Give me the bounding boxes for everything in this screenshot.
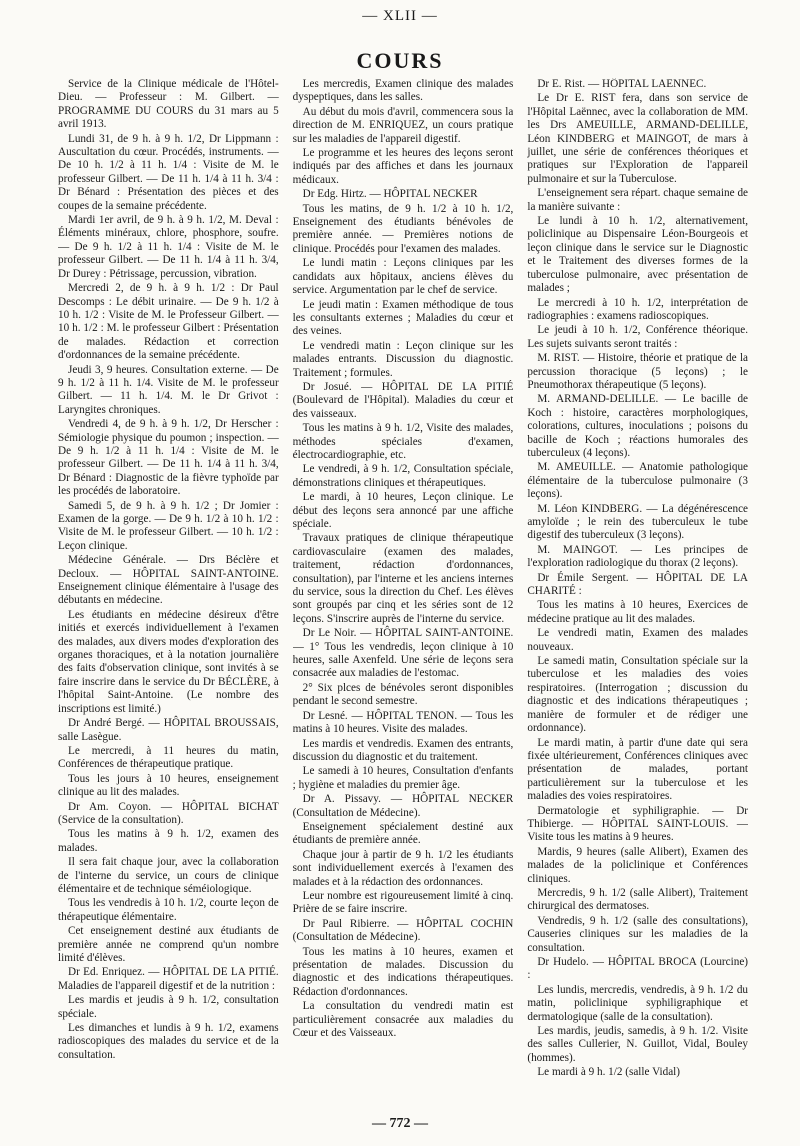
paragraph: M. ARMAND-DELILLE. — Le bacille de Koch : histoire, caractères morphologiques, colorations, cultures, inoculations ; poisons du bacille de Koch ; réactions humorales des tuberculeux (4 leçons). (527, 393, 749, 459)
paragraph: La consultation du vendredi matin est particulièrement consacrée aux maladies du Cœur et des Vaisseaux. (292, 1000, 514, 1040)
paragraph: Le mercredi à 10 h. 1/2, interprétation de radiographies : examens radioscopiques. (527, 296, 749, 322)
page-number: — 772 — (372, 1116, 428, 1131)
paragraph: Le vendredi matin : Leçon clinique sur les malades entrants. Discussion du diagnostic. Traitement ; formules. (292, 339, 514, 379)
paragraph: Travaux pratiques de clinique thérapeutique cardiovasculaire (examen des malades, traitement, rédaction d'ordonnances, consultation), par l'interne et les anciens internes du service, sous la direction du Chef. Les élèves sont groupés par cinq et les séries sont de 12 leçons. S'inscrire auprès de l'interne du service. (292, 532, 514, 625)
paragraph: M. RIST. — Histoire, théorie et pratique de la percussion thoracique (5 leçons) ; le Pneumothorax thérapeutique (5 leçons). (527, 352, 749, 391)
paragraph: Vendredi 4, de 9 h. à 9 h. 1/2, Dr Herscher : Sémiologie physique du poumon ; inspection. — De 9 h. 1/2 à 11 h. 1/4 : Visite de M. le professeur Gilbert. — De 11 h. 1/4 à 11 h. 3/4, Dr Bénard : Diagnostic de la fièvre typhoïde par les procédés de laboratoire. (58, 418, 279, 498)
paragraph: Le programme et les heures des leçons seront indiqués par des affiches et dans les journaux médicaux. (292, 147, 514, 186)
column-1 (58, 78, 279, 1108)
paragraph: Le vendredi matin, Examen des malades nouveaux. (527, 627, 749, 653)
paragraph: Le mardi à 9 h. 1/2 (salle Vidal) (537, 1066, 680, 1079)
paragraph: Le samedi à 10 heures, Consultation d'enfants ; hygiène et maladies du premier âge. (292, 765, 514, 791)
paragraph: Le mardi, à 10 heures, Leçon clinique. Le début des leçons sera annoncé par une affiche spéciale. (292, 491, 514, 530)
paragraph: Dr A. Pissavy. — HÔPITAL NECKER (Consultation de Médecine). (292, 793, 514, 819)
paragraph: Dermatologie et syphiligraphie. — Dr Thibierge. — HÔPITAL SAINT-LOUIS. — Visite tous les matins à 9 heures. (527, 804, 749, 844)
paragraph: Tous les matins à 9 h. 1/2, Visite des malades, méthodes spéciales d'examen, électrocardiographie, etc. (292, 422, 514, 461)
paragraph: Tous les matins à 10 heures, examen et présentation de malades. Discussion du diagnostic et des indications thérapeutiques. Rédaction d'ordonnances. (292, 945, 514, 998)
paragraph: Le jeudi matin : Examen méthodique de tous les consultants externes ; Maladies du cœur et des veines. (292, 298, 514, 338)
paragraph: Les lundis, mercredis, vendredis, à 9 h. 1/2 du matin, policlinique syphiligraphique et dermatologique (salle de la consultation). (527, 983, 749, 1023)
paragraph: Mercredis, 9 h. 1/2 (salle Alibert), Traitement chirurgical des dermatoses. (527, 886, 749, 913)
paragraph: Médecine Générale. — Drs Béclère et Decloux. — HÔPITAL SAINT-ANTOINE. Enseignement clinique élémentaire à l'usage des débutants en médecine. (58, 554, 279, 607)
paragraph: Dr Josué. — HÔPITAL DE LA PITIÉ (Boulevard de l'Hôpital). Maladies du cœur et des vaisseaux. (292, 380, 514, 420)
paragraph: Leur nombre est rigoureusement limité à cinq. Prière de se faire inscrire. (292, 889, 514, 916)
paragraph: M. AMEUILLE. — Anatomie pathologique élémentaire de la tuberculose pulmonaire (3 leçons). (527, 461, 749, 501)
paragraph: Tous les vendredis à 10 h. 1/2, courte leçon de thérapeutique élémentaire. (58, 897, 279, 923)
paragraph: M. Léon KINDBERG. — La dégénérescence amyloïde ; le rein des tuberculeux le tube digestif des tuberculeux (3 leçons). (527, 502, 749, 542)
paragraph: Mardis, 9 heures (salle Alibert), Examen des malades de la policlinique et Conférences cliniques. (527, 845, 749, 885)
paragraph: Les mercredis, Examen clinique des malades dyspeptiques, dans les salles. (292, 78, 514, 104)
paragraph: 2° Six plces de bénévoles seront disponibles pendant le second semestre. (292, 681, 514, 708)
paragraph: Dr Ed. Enriquez. — HÔPITAL DE LA PITIÉ. Maladies de l'appareil digestif et de la nutrition : (58, 966, 279, 992)
paragraph: Le lundi matin : Leçons cliniques par les candidats aux hôpitaux, anciens élèves du service. Argumentation par le chef de service. (292, 257, 514, 297)
paragraph: Tous les matins à 10 heures, Exercices de médecine pratique au lit des malades. (527, 599, 749, 625)
paragraph: Dr Edg. Hirtz. — HÔPITAL NECKER (302, 188, 478, 201)
paragraph: Chaque jour à partir de 9 h. 1/2 les étudiants sont individuellement exercés à l'examen des malades et à la rédaction des ordonnances. (292, 848, 514, 888)
page-header: — XLII — (362, 8, 438, 24)
paragraph: Le samedi matin, Consultation spéciale sur la tuberculose et les maladies des voies respiratoires. (Interrogation ; discussion du diagnostic et des indications thérapeutiques ; manière de formuler et de rédiger une ordonnance). (527, 655, 749, 735)
paragraph: Cet enseignement destiné aux étudiants de première année ne comprend qu'un nombre limité d'élèves. (58, 925, 279, 964)
paragraph: Tous les matins, de 9 h. 1/2 à 10 h. 1/2, Enseignement des étudiants bénévoles de première année. — Premières notions de clinique. Procédés pour l'examen des malades. (292, 202, 514, 255)
paragraph: Tous les jours à 10 heures, enseignement clinique au lit des malades. (58, 772, 279, 799)
paragraph: Les mardis et vendredis. Examen des entrants, discussion du diagnostic et du traitement. (292, 737, 514, 763)
paragraph: Dr Émile Sergent. — HÔPITAL DE LA CHARITÉ : (527, 571, 749, 598)
paragraph: Mercredi 2, de 9 h. à 9 h. 1/2 : Dr Paul Descomps : Le débit urinaire. — De 9 h. 1/2 à 10 h. 1/2 : Visite de M. le Professeur Gilbert. — 10 h. 1/2 : M. le professeur Gilbert : Présentation de malades. Rédaction et correction d'ordonnances de la semaine précédente. (58, 282, 279, 362)
columns-container (58, 78, 748, 1108)
paragraph: Le lundi à 10 h. 1/2, alternativement, policlinique au Dispensaire Léon-Bourgeois et leçon clinique dans le service sur le Diagnostic et le Traitement des diverses formes de la tuberculose pulmonaire, avec présentation de malades ; (527, 215, 749, 295)
paragraph: Lundi 31, de 9 h. à 9 h. 1/2, Dr Lippmann : Auscultation du cœur. Procédés, instruments. — De 10 h. 1/2 à 11 h. 1/4 : Visite de M. le professeur Gilbert. — De 11 h. 1/4 à 11 h. 3/4 : Dr Bénard : Présentation des pièces et des coupes de la semaine précédente. (58, 132, 279, 212)
paragraph: L'enseignement sera répart. chaque semaine de la manière suivante : (527, 187, 749, 213)
paragraph: Il sera fait chaque jour, avec la collaboration de l'interne du service, un cours de clinique élémentaire et de technique séméiologique. (58, 856, 279, 895)
paragraph: Mardi 1er avril, de 9 h. à 9 h. 1/2, M. Deval : Éléments minéraux, chlore, phosphore, soufre. — De 9 h. 1/2 à 11 h. 1/4 : Visite de M. le professeur Gilbert. — De 11 h. 1/4 à 11 h. 3/4, Dr Durey : Pétrissage, percussion, vibration. (58, 214, 279, 280)
paragraph: Les dimanches et lundis à 9 h. 1/2, examens radioscopiques des malades du service et de la consultation. (58, 1022, 279, 1061)
paragraph: Les étudiants en médecine désireux d'être initiés et exercés individuellement à l'examen des malades, aux divers modes d'exploration des organes thoraciques, et à la notation journalière des faits d'observation clinique, sont invités à se faire inscrire dans le service du Dr BÉCLÈRE, à l'hôpital Saint-Antoine. (Le nombre des inscriptions est limité.) (58, 608, 279, 715)
paragraph: Dr Le Noir. — HÔPITAL SAINT-ANTOINE. — 1° Tous les vendredis, leçon clinique à 10 heures, salle Axenfeld. Une série de leçons sera consacrée aux maladies de l'estomac. (292, 627, 514, 680)
paragraph: Service de la Clinique médicale de l'Hôtel-Dieu. — Professeur : M. Gilbert. — PROGRAMME DU COURS du 31 mars au 5 avril 1913. (58, 78, 279, 131)
paragraph: Les mardis et jeudis à 9 h. 1/2, consultation spéciale. (58, 994, 279, 1020)
paragraph: Le mercredi, à 11 heures du matin, Conférences de thérapeutique pratique. (58, 744, 279, 771)
paragraph: Dr Am. Coyon. — HÔPITAL BICHAT (Service de la consultation). (58, 800, 279, 826)
paragraph: Enseignement spécialement destiné aux étudiants de première année. (292, 820, 514, 847)
paragraph: Au début du mois d'avril, commencera sous la direction de M. ENRIQUEZ, un cours pratique sur les maladies de l'appareil digestif. (292, 105, 514, 145)
paragraph: Dr André Bergé. — HÔPITAL BROUSSAIS, salle Lasègue. (58, 717, 279, 743)
page-title: COURS (356, 48, 444, 73)
paragraph: Le Dr E. RIST fera, dans son service de l'Hôpital Laënnec, avec la collaboration de MM. les Drs AMEUILLE, ARMAND-DELILLE, Léon KINDBERG et MAINGOT, de mars à juillet, une série de conférences théoriques et pratiques sur l'Exploration de l'appareil pulmonaire et sur la Tuberculose. (527, 92, 749, 185)
paragraph: Dr Hudelo. — HÔPITAL BROCA (Lourcine) : (527, 956, 749, 982)
column-2 (293, 78, 514, 1108)
paragraph: Le jeudi à 10 h. 1/2, Conférence théorique. Les sujets suivants seront traités : (527, 324, 749, 350)
paragraph: Dr Paul Ribierre. — HÔPITAL COCHIN (Consultation de Médecine). (292, 917, 514, 944)
paragraph: Tous les matins à 9 h. 1/2, examen des malades. (58, 828, 279, 854)
paragraph: Dr E. Rist. — HÔPITAL LAENNEC. (537, 78, 707, 90)
paragraph: Jeudi 3, 9 heures. Consultation externe. — De 9 h. 1/2 à 11 h. 1/4. Visite de M. le professeur Gilbert. — 11 h. 1/4. M. le Dr Grivot : Laryngites chroniques. (58, 363, 279, 416)
paragraph: Les mardis, jeudis, samedis, à 9 h. 1/2. Visite des salles Cullerier, N. Guillot, Vidal, Bouley (hommes). (527, 1025, 749, 1064)
paragraph: Dr Lesné. — HÔPITAL TENON. — Tous les matins à 10 heures. Visite des malades. (292, 709, 514, 736)
column-3 (527, 78, 748, 1108)
paragraph: Le vendredi, à 9 h. 1/2, Consultation spéciale, démonstrations cliniques et thérapeutiques. (292, 463, 514, 489)
paragraph: Vendredis, 9 h. 1/2 (salle des consultations), Causeries cliniques sur les maladies de la consultation. (527, 914, 749, 954)
paragraph: M. MAINGOT. — Les principes de l'exploration radiologique du thorax (2 leçons). (527, 543, 749, 570)
paragraph: Samedi 5, de 9 h. à 9 h. 1/2 ; Dr Jomier : Examen de la gorge. — De 9 h. 1/2 à 10 h. 1/2 : Visite de M. le professeur Gilbert. — 10 h. 1/2 : Leçon clinique. (58, 499, 279, 552)
paragraph: Le mardi matin, à partir d'une date qui sera fixée ultérieurement, Conférences cliniques avec présentation de malades, portant particulièrement sur la tuberculose et les maladies des voies respiratoires. (527, 736, 749, 803)
